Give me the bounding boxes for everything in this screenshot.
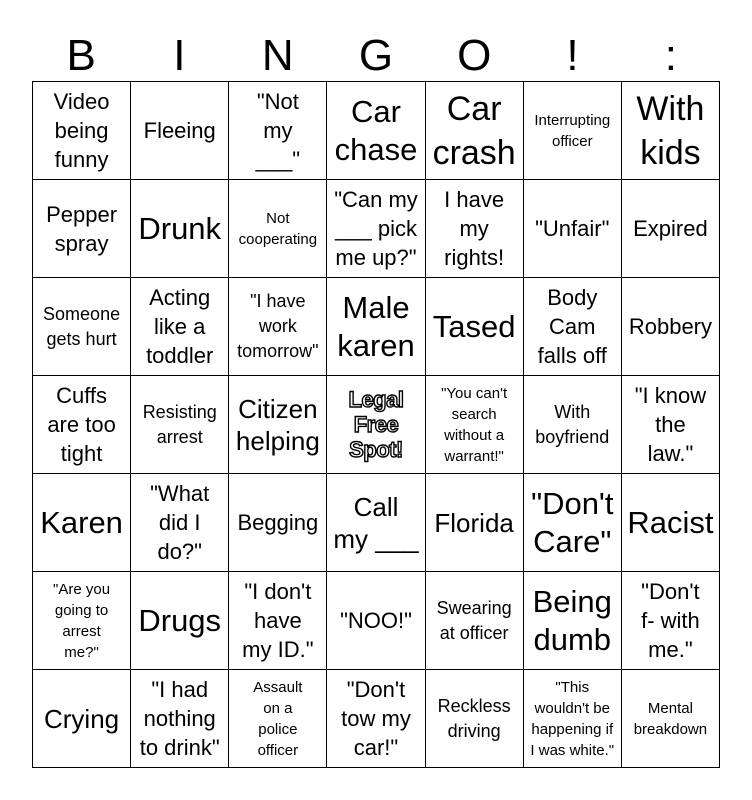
header-letter: O <box>457 31 492 80</box>
cell-label: Reckless driving <box>437 695 511 741</box>
cell-label: "Don't tow my car!" <box>341 677 411 760</box>
bingo-cell[interactable] <box>426 278 524 376</box>
cell-label: I have my rights! <box>444 187 505 270</box>
cell-label: Acting like a toddler <box>146 285 214 368</box>
bingo-cell[interactable] <box>229 474 327 572</box>
bingo-cell[interactable] <box>33 278 131 376</box>
cell-label: Drunk <box>138 210 222 246</box>
cell-label: "Unfair" <box>535 216 610 241</box>
cell-label: Expired <box>633 216 708 241</box>
cell-label: "I don't have my ID." <box>242 579 314 662</box>
cell-label: "Don't f- with me." <box>641 579 700 662</box>
cell-label: Being dumb <box>532 583 612 657</box>
cell-label: Cuffs are too tight <box>47 383 116 466</box>
cell-label: Karen <box>40 504 123 540</box>
bingo-cell[interactable] <box>327 474 425 572</box>
cell-label: Crying <box>44 703 120 734</box>
bingo-board <box>32 81 720 768</box>
bingo-cell[interactable] <box>327 572 425 670</box>
cell-label: Robbery <box>628 314 712 339</box>
cell-label: Racist <box>627 504 714 540</box>
cell-label: "Don't Care" <box>531 485 614 559</box>
bingo-cell[interactable] <box>426 82 524 180</box>
cell-label: "NOO!" <box>340 608 412 633</box>
cell-label: Body Cam falls off <box>537 285 607 368</box>
cell-label: Begging <box>237 510 319 535</box>
bingo-cell[interactable] <box>426 376 524 474</box>
bingo-cell[interactable] <box>426 180 524 278</box>
bingo-cell[interactable] <box>33 376 131 474</box>
bingo-cell[interactable] <box>327 278 425 376</box>
cell-label: Male karen <box>337 289 415 363</box>
cell-label: With boyfriend <box>535 401 610 447</box>
bingo-cell[interactable] <box>426 474 524 572</box>
bingo-cell[interactable] <box>524 180 622 278</box>
free-space-label: Legal Free Spot! <box>348 387 404 462</box>
cell-label: Assault on a police officer <box>253 678 303 759</box>
bingo-cell[interactable] <box>524 670 622 768</box>
free-space-cell[interactable] <box>327 376 425 474</box>
header-letter: I <box>173 31 186 80</box>
bingo-cell[interactable] <box>524 278 622 376</box>
cell-label: Not cooperating <box>238 209 318 248</box>
bingo-cell[interactable] <box>131 670 229 768</box>
bingo-cell[interactable] <box>33 474 131 572</box>
bingo-cell[interactable] <box>426 670 524 768</box>
cell-label: Car chase <box>334 93 418 167</box>
cell-label: "I know the law." <box>634 383 707 466</box>
cell-label: Tased <box>432 308 516 344</box>
bingo-cell[interactable] <box>229 82 327 180</box>
cell-label: Fleeing <box>143 118 216 143</box>
bingo-cell[interactable] <box>327 670 425 768</box>
cell-label: Car crash <box>432 89 516 172</box>
cell-label: Swearing at officer <box>436 597 512 643</box>
bingo-cell[interactable] <box>622 180 720 278</box>
bingo-cell[interactable] <box>229 180 327 278</box>
cell-label: Florida <box>434 507 514 538</box>
cell-label: Resisting arrest <box>142 401 217 447</box>
bingo-cell[interactable] <box>229 278 327 376</box>
bingo-cell[interactable] <box>622 670 720 768</box>
cell-label: "Not my ___" <box>255 89 301 172</box>
bingo-cell[interactable] <box>131 180 229 278</box>
bingo-cell[interactable] <box>33 82 131 180</box>
bingo-cell[interactable] <box>622 278 720 376</box>
bingo-cell[interactable] <box>229 376 327 474</box>
bingo-header <box>32 30 720 82</box>
cell-label: With kids <box>636 89 705 172</box>
cell-label: "You can't search without a warrant!" <box>441 384 508 465</box>
bingo-cell[interactable] <box>524 376 622 474</box>
cell-label: "What did I do?" <box>150 481 210 564</box>
cell-label: "I have work tomorrow" <box>237 291 319 361</box>
bingo-cell[interactable] <box>327 180 425 278</box>
bingo-cell[interactable] <box>622 82 720 180</box>
cell-label: Pepper spray <box>46 201 118 256</box>
cell-label: Interrupting officer <box>534 111 611 150</box>
bingo-cell[interactable] <box>622 572 720 670</box>
bingo-cell[interactable] <box>622 474 720 572</box>
cell-label: Someone gets hurt <box>43 303 121 349</box>
cell-label: Citizen helping <box>235 393 320 456</box>
header-letter: : <box>664 31 677 80</box>
bingo-cell[interactable] <box>131 278 229 376</box>
header-letter: G <box>358 31 394 80</box>
header-letter: ! <box>566 31 579 80</box>
bingo-cell[interactable] <box>229 572 327 670</box>
bingo-cell[interactable] <box>131 376 229 474</box>
cell-label: Call my ___ <box>333 491 419 554</box>
bingo-cell[interactable] <box>131 82 229 180</box>
bingo-cell[interactable] <box>524 572 622 670</box>
bingo-cell[interactable] <box>622 376 720 474</box>
bingo-cell[interactable] <box>426 572 524 670</box>
bingo-cell[interactable] <box>131 474 229 572</box>
bingo-cell[interactable] <box>327 82 425 180</box>
bingo-cell[interactable] <box>229 670 327 768</box>
cell-label: "I had nothing to drink" <box>139 677 220 760</box>
header-letter: B <box>66 31 96 80</box>
header-letter: N <box>261 31 294 80</box>
cell-label: "Can my ___ pick me up?" <box>334 187 418 270</box>
bingo-cell[interactable] <box>33 670 131 768</box>
bingo-cell[interactable] <box>524 474 622 572</box>
bingo-cell[interactable] <box>33 572 131 670</box>
bingo-cell[interactable] <box>131 572 229 670</box>
cell-label: Video being funny <box>53 89 110 172</box>
cell-label: Mental breakdown <box>633 699 708 738</box>
bingo-cell[interactable] <box>33 180 131 278</box>
cell-label: "Are you going to arrest me?" <box>53 580 111 661</box>
bingo-cell[interactable] <box>524 82 622 180</box>
cell-label: "This wouldn't be happening if I was white." <box>530 678 615 759</box>
cell-label: Drugs <box>138 602 222 638</box>
